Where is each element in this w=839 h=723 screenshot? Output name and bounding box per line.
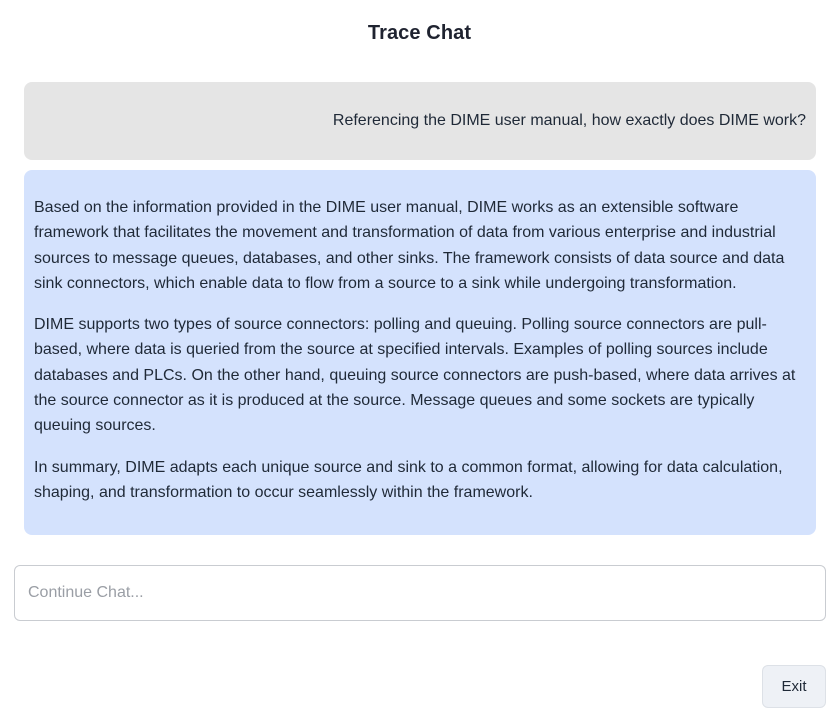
assistant-message-bubble <box>24 170 816 535</box>
assistant-paragraph: DIME supports two types of source connectors: polling and queuing. Polling source connectors are pull-based, where data is queried from the source at specified intervals. Examples of polling sources include databases and PLCs. On the other hand, queuing source connectors are push-based, where data arrives at the source connector as it is produced at the source. Message queues and some sockets are typically queuing sources. <box>34 316 796 435</box>
assistant-paragraph: Based on the information provided in the DIME user manual, DIME works as an extensible software framework that facilitates the movement and transformation of data from various enterprise and industrial sources to message queues, databases, and other sinks. The framework consists of data source and data sink connectors, which enable data to flow from a source to a sink while undergoing transformation. <box>34 199 785 292</box>
page-title: Trace Chat <box>367 22 472 44</box>
exit-button[interactable]: Exit <box>762 665 826 708</box>
user-message-bubble <box>24 82 816 160</box>
continue-chat-input[interactable] <box>14 565 826 621</box>
assistant-paragraph: In summary, DIME adapts each unique source and sink to a common format, allowing for data calculation, shaping, and transformation to occur seamlessly within the framework. <box>34 458 783 501</box>
user-message-text: Referencing the DIME user manual, how exactly does DIME work? <box>332 112 806 129</box>
